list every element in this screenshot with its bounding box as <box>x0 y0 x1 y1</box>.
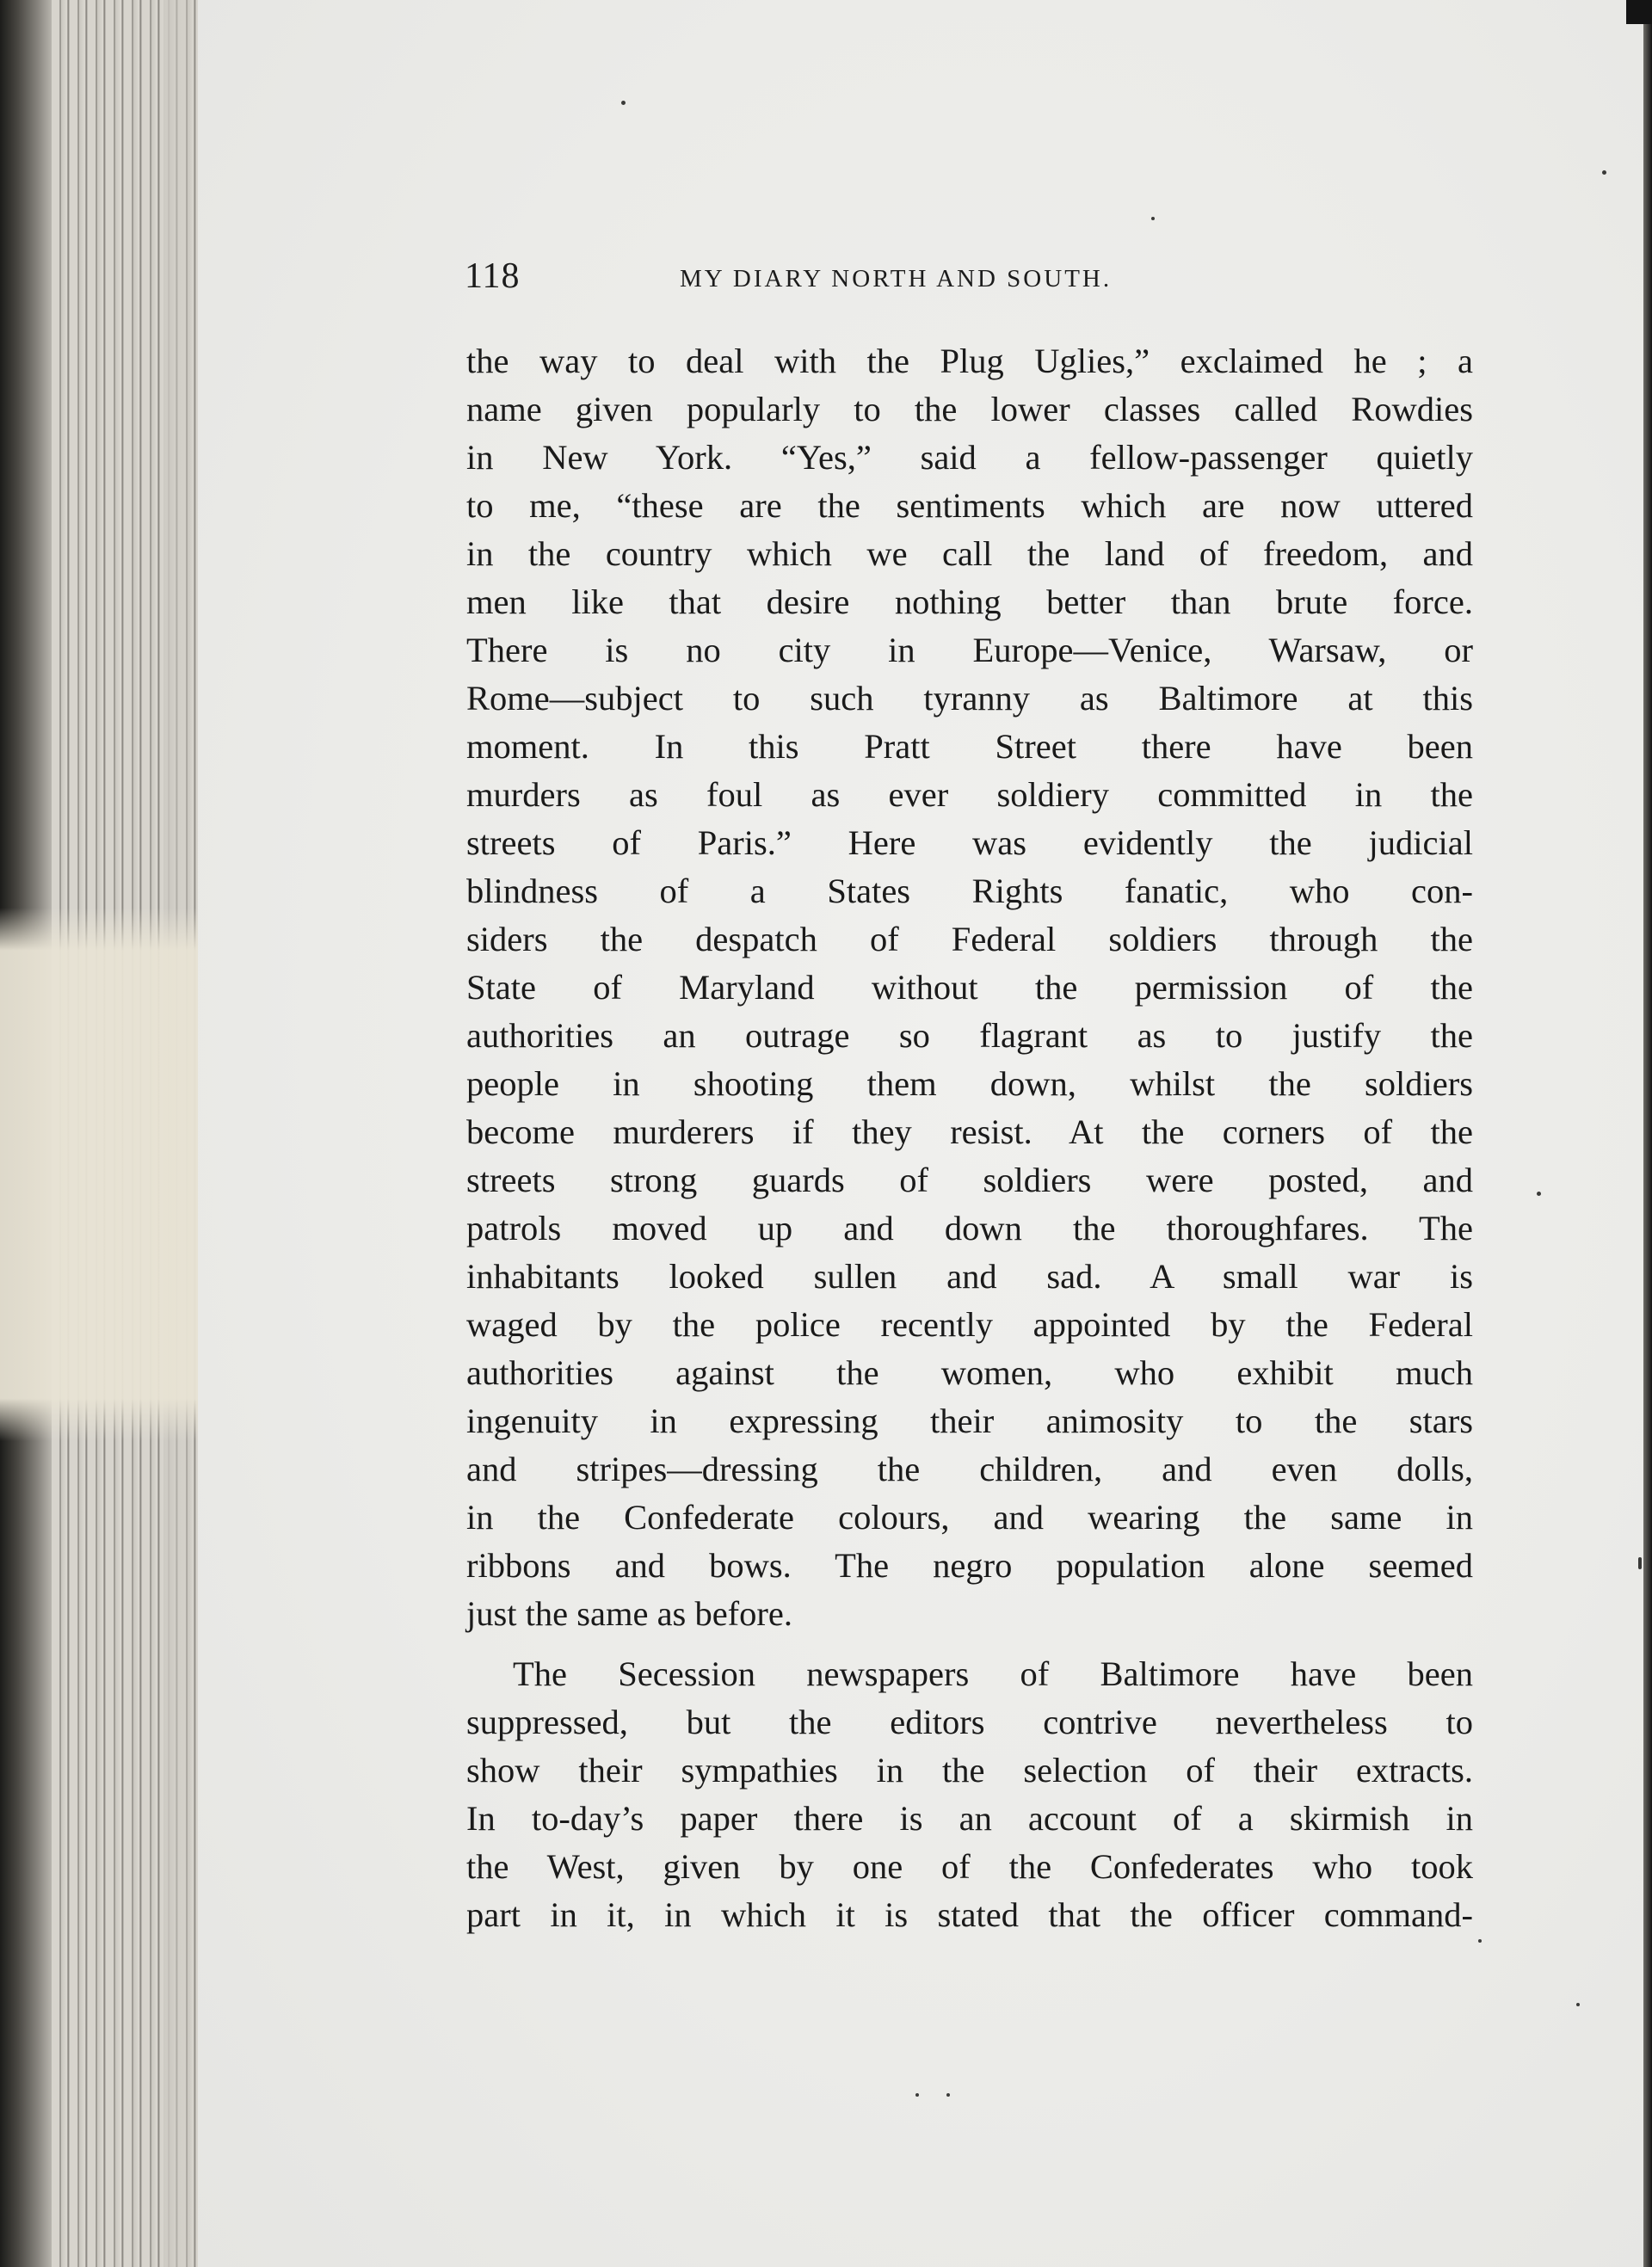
text-line: There is no city in Europe—Venice, Warsaw, or <box>466 631 1473 669</box>
paper-speck <box>1151 217 1155 220</box>
text-line: inhabitants looked sullen and sad. A small war is <box>466 1257 1473 1296</box>
paragraph-gap <box>466 1638 1473 1650</box>
text-line: just the same as before. <box>466 1594 792 1633</box>
text-line: State of Maryland without the permission of the <box>466 968 1473 1007</box>
text-line: waged by the police recently appointed by the Federal <box>466 1305 1473 1344</box>
running-title: MY DIARY NORTH AND SOUTH. <box>680 265 1113 293</box>
paper-speck <box>1537 1192 1541 1196</box>
text-line: in the Confederate colours, and wearing the same in <box>466 1498 1473 1537</box>
text-line: part in it, in which it is stated that the officer command- <box>466 1895 1473 1934</box>
page-right-edge <box>1643 0 1652 2267</box>
text-line: show their sympathies in the selection of their extracts. <box>466 1751 1473 1790</box>
text-line: suppressed, but the editors contrive nevertheless to <box>466 1703 1473 1741</box>
text-line: streets of Paris.” Here was evidently the judicial <box>466 823 1473 862</box>
text-line: authorities an outrage so flagrant as to justify the <box>466 1016 1473 1055</box>
text-line: in New York. “Yes,” said a fellow-passenger quietly <box>466 438 1473 477</box>
paper-speck <box>946 2093 950 2097</box>
text-line: and stripes—dressing the children, and even dolls, <box>466 1450 1473 1488</box>
text-line: moment. In this Pratt Street there have been <box>466 727 1473 766</box>
text-line: people in shooting them down, whilst the soldiers <box>466 1064 1473 1103</box>
text-line: become murderers if they resist. At the corners of the <box>466 1112 1473 1151</box>
body-text <box>466 337 1473 1939</box>
text-line: patrols moved up and down the thoroughfares. The <box>466 1209 1473 1247</box>
text-line: men like that desire nothing better than brute force. <box>466 582 1473 621</box>
text-line: blindness of a States Rights fanatic, who con- <box>466 872 1473 910</box>
page-corner-shadow <box>1626 0 1652 24</box>
paper-speck <box>1576 2003 1580 2006</box>
text-line: to me, “these are the sentiments which are now uttered <box>466 486 1473 525</box>
text-line: siders the despatch of Federal soldiers through the <box>466 920 1473 958</box>
text-line: ribbons and bows. The negro population alone seemed <box>466 1546 1473 1585</box>
text-line: name given popularly to the lower classes called Rowdies <box>466 390 1473 428</box>
text-line: authorities against the women, who exhibit much <box>466 1353 1473 1392</box>
text-line: In to-day’s paper there is an account of a skirmish in <box>466 1799 1473 1838</box>
text-line: the West, given by one of the Confederates who took <box>466 1847 1473 1886</box>
page-number: 118 <box>465 256 521 296</box>
text-line: murders as foul as ever soldiery committed in the <box>466 775 1473 814</box>
text-line: The Secession newspapers of Baltimore have been <box>513 1654 1473 1693</box>
paper-speck <box>1638 1557 1642 1569</box>
running-head <box>465 255 1325 306</box>
text-line: streets strong guards of soldiers were posted, and <box>466 1161 1473 1199</box>
text-line: the way to deal with the Plug Uglies,” exclaimed he ; a <box>466 342 1473 380</box>
paper-speck <box>915 2093 919 2097</box>
paper-speck <box>1602 170 1606 175</box>
paper-speck <box>621 101 626 105</box>
paper-speck <box>1478 1939 1482 1943</box>
text-line: Rome—subject to such tyranny as Baltimore at this <box>466 679 1473 718</box>
page-edge-highlight <box>0 908 198 1441</box>
paragraph <box>466 337 1473 1638</box>
text-line: ingenuity in expressing their animosity to the stars <box>466 1401 1473 1440</box>
paragraph <box>466 1650 1473 1939</box>
text-line: in the country which we call the land of freedom, and <box>466 534 1473 573</box>
